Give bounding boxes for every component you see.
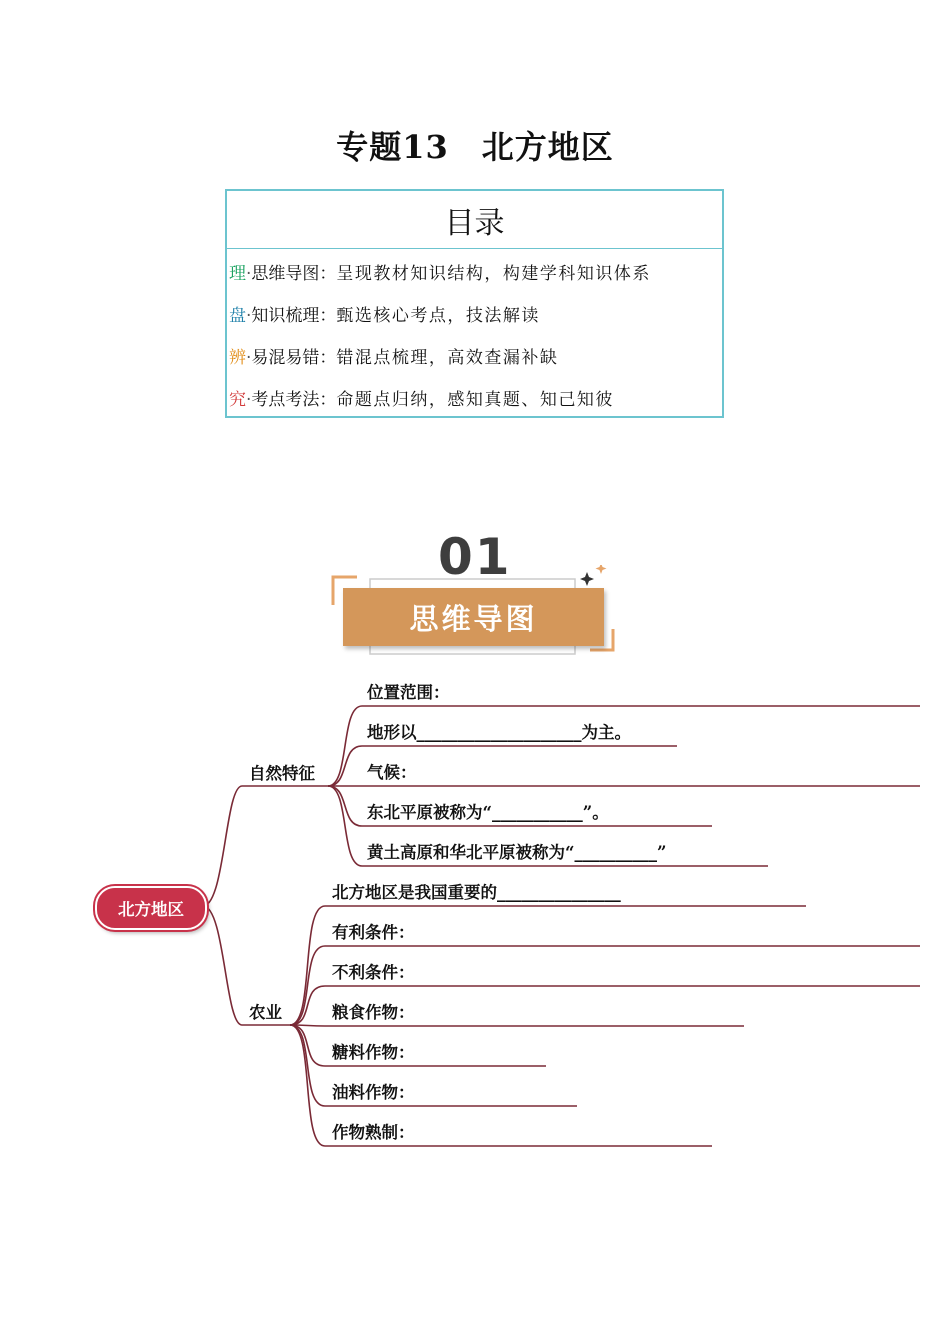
leaf-northeast-plain: 东北平原被称为“___________”。	[367, 803, 609, 822]
toc-desc: 甄选核心考点，技法解读	[336, 306, 540, 326]
toc-item: 究·考点考法：命题点归纳，感知真题、知己知彼	[229, 390, 614, 410]
toc-label: 易混易错	[251, 348, 320, 368]
toc-desc: 命题点归纳，感知真题、知己知彼	[336, 390, 614, 410]
page-title: 专题13 北方地区	[336, 128, 614, 166]
leaf-terrain: 地形以____________________为主。	[367, 723, 631, 742]
toc-heading: 目录	[227, 191, 722, 249]
leaf-important-base: 北方地区是我国重要的_______________	[332, 883, 621, 902]
leaf-oil-crops: 油料作物：	[332, 1083, 415, 1102]
toc-item: 盘·知识梳理：甄选核心考点，技法解读	[229, 306, 540, 326]
leaf-favorable-conditions: 有利条件：	[332, 923, 415, 942]
toc-mark: 盘	[229, 306, 246, 326]
toc-mark: 理	[229, 264, 246, 284]
toc-desc: 错混点梳理，高效查漏补缺	[336, 348, 559, 368]
leaf-unfavorable-conditions: 不利条件：	[332, 963, 415, 982]
leaf-location: 位置范围：	[367, 683, 450, 702]
leaf-grain-crops: 粮食作物：	[332, 1003, 415, 1022]
toc-mark: 辨	[229, 348, 246, 368]
toc-label: 知识梳理	[251, 306, 320, 326]
toc-mark: 究	[229, 390, 246, 410]
leaf-cropping-system: 作物熟制：	[332, 1123, 415, 1142]
section-banner: 思维导图	[343, 588, 604, 646]
leaf-climate: 气候：	[367, 763, 417, 782]
section-number: 01	[438, 528, 512, 586]
leaf-loess-plateau: 黄土高原和华北平原被称为“__________”	[367, 843, 667, 862]
toc-label: 考点考法	[251, 390, 320, 410]
mindmap-root-node: 北方地区	[95, 886, 207, 930]
toc-label: 思维导图	[251, 264, 320, 284]
toc-item: 理·思维导图：呈现教材知识结构，构建学科知识体系	[229, 264, 651, 284]
leaf-sugar-crops: 糖料作物：	[332, 1043, 415, 1062]
toc-desc: 呈现教材知识结构，构建学科知识体系	[336, 264, 651, 284]
branch-agriculture: 农业	[249, 1003, 282, 1022]
toc-item: 辨·易混易错：错混点梳理，高效查漏补缺	[229, 348, 559, 368]
branch-natural-features: 自然特征	[249, 764, 315, 783]
